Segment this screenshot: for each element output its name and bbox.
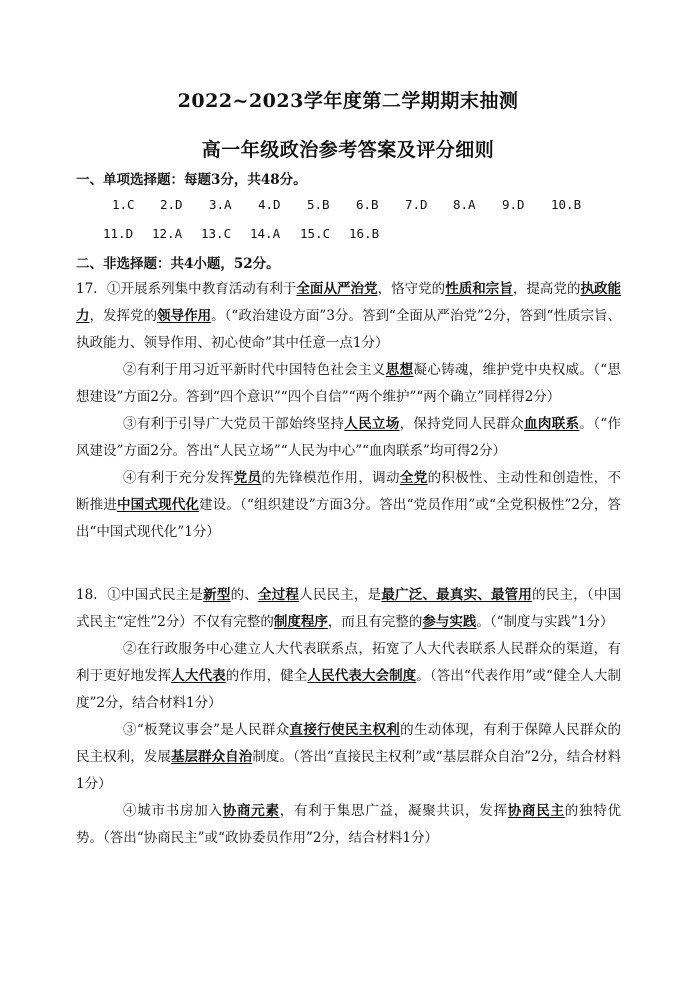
key-term: 最广泛、最真实、最管用: [381, 587, 533, 603]
key-term: 全过程: [257, 587, 300, 603]
question-18-point-2: ②在行政服务中心建立人大代表联系点，拓宽了人大代表联系人民群众的渠道，有利于更好地发挥人大代表的作用，健全人民代表大会制度。（答出“代表作用”或“健全人大制度”2分，结合材料1分）: [76, 641, 622, 711]
key-term: 党员: [233, 470, 262, 486]
question-17-point-2: ②有利于用习近平新时代中国特色社会主义思想凝心铸魂，维护党中央权威。（“思想建设”方面2分。答到“四个意识”“四个自信”“两个维护”“两个确立”同样得2分）: [76, 362, 622, 405]
document-subtitle: 高一年级政治参考答案及评分细则: [201, 139, 495, 161]
answer-item: 1.C: [112, 197, 135, 212]
question-number: 17.: [76, 281, 98, 297]
answer-item: 14.A: [250, 226, 281, 241]
key-term: 人民代表大会制度: [307, 668, 417, 684]
key-term: 协商元素: [222, 803, 280, 819]
answer-item: 12.A: [152, 226, 183, 241]
question-18: [76, 582, 621, 852]
key-term: 思想: [385, 362, 414, 378]
key-term: 中国式现代化: [117, 497, 200, 513]
key-term: 全面从严治党: [296, 281, 378, 297]
question-17-point-3: ③有利于引导广大党员干部始终坚持人民立场，保持党同人民群众血肉联系。（“作风建设”方面2分。答出“人民立场”“人民为中心”“血肉联系”均可得2分）: [76, 416, 622, 459]
document-title: 2022~2023学年度第二学期期末抽测: [177, 90, 519, 112]
key-term: 人民立场: [344, 416, 400, 432]
answer-item: 11.D: [103, 226, 134, 241]
key-term: 新型: [203, 587, 231, 603]
answer-item: 5.B: [307, 197, 330, 212]
key-term: 参与实践: [422, 614, 477, 630]
answer-item: 9.D: [502, 197, 525, 212]
answer-item: 7.D: [405, 197, 428, 212]
key-term: 协商民主: [507, 803, 565, 819]
answer-item: 6.B: [356, 197, 379, 212]
key-term: 直接行使民主权利: [289, 722, 401, 738]
key-term: 制度程序: [273, 614, 328, 630]
answer-item: 3.A: [209, 197, 232, 212]
question-number: 18.: [76, 587, 98, 603]
key-term: 基层群众自治: [170, 749, 253, 765]
key-term: 领导作用: [157, 308, 212, 324]
question-17: [76, 276, 621, 546]
key-term: 人大代表: [171, 668, 226, 684]
answer-item: 8.A: [453, 197, 476, 212]
question-18-point-4: ④城市书房加入协商元素，有利于集思广益，凝聚共识，发挥协商民主的独特优势。（答出“协商民主”或“政协委员作用”2分，结合材料1分）: [76, 803, 621, 846]
answer-item: 15.C: [300, 226, 331, 241]
key-term: 血肉联系: [524, 416, 580, 432]
answer-item: 4.D: [258, 197, 281, 212]
key-term: 全党: [399, 470, 428, 486]
answer-item: 10.B: [551, 197, 582, 212]
key-term: 执政能力: [76, 281, 622, 324]
question-18-point-1: 18. ①中国式民主是新型的、全过程人民民主，是最广泛、最真实、最管用的民主，（中国式民主“定性”2分）不仅有完整的制度程序，而且有完整的参与实践。（“制度与实践”1分）: [76, 582, 621, 636]
answer-item: 2.D: [160, 197, 183, 212]
question-17-point-4: ④有利于充分发挥党员的先锋模范作用，调动全党的积极性、主动性和创造性，不断推进中国式现代化建设。（“组织建设”方面3分。答出“党员作用”或“全党积极性”2分，答出“中国式现代化”1分）: [76, 470, 622, 540]
question-17-point-1: 17. ①开展系列集中教育活动有利于全面从严治党，恪守党的性质和宗旨，提高党的执政能力，发挥党的领导作用。（“政治建设方面”3分。答到“全面从严治党”2分，答到“性质宗旨、执政能力、领导作用、初心使命”其中任意一点1分）: [76, 276, 621, 357]
answer-item: 13.C: [201, 226, 232, 241]
section-heading-essay: 二、非选择题：共4小题，52分。: [76, 256, 280, 272]
key-term: 性质和宗旨: [445, 281, 513, 297]
question-18-point-3: ③“板凳议事会”是人民群众直接行使民主权利的生动体现，有利于保障人民群众的民主权利，发展基层群众自治制度。（答出“直接民主权利”或“基层群众自治”2分，结合材料1分）: [76, 722, 622, 792]
answer-item: 16.B: [349, 226, 380, 241]
section-heading-choice: 一、单项选择题：每题3分，共48分。: [76, 172, 307, 188]
